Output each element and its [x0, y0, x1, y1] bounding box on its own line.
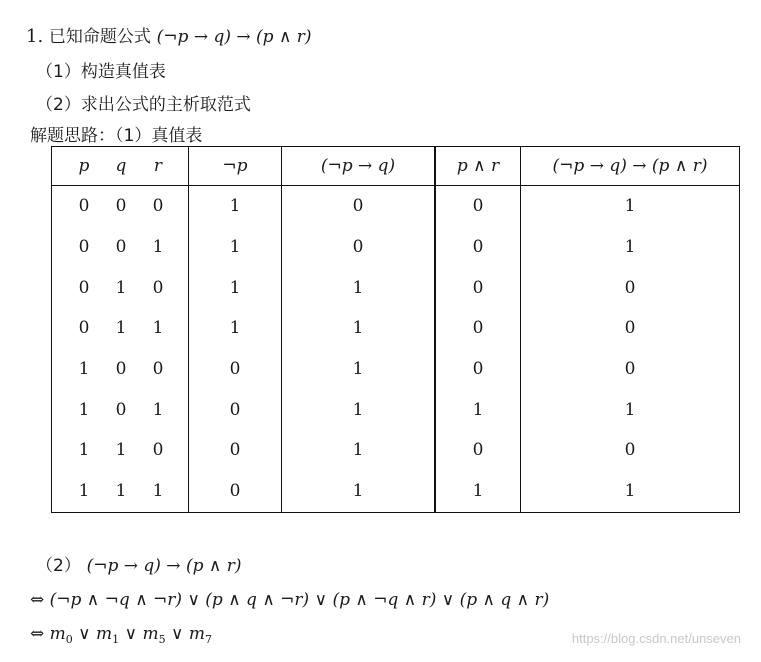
cell-q: 1: [115, 318, 127, 339]
cell-full-formula: 1: [521, 186, 740, 227]
cell-full-formula: 0: [521, 349, 740, 390]
cell-r: 0: [152, 277, 164, 298]
cell-q: 0: [115, 237, 127, 258]
cell-p: 1: [78, 481, 90, 502]
cell-p: 1: [78, 440, 90, 461]
cell-conjunction: 1: [435, 389, 521, 430]
cell-implication: 0: [282, 227, 436, 268]
cell-implication: 1: [282, 389, 436, 430]
cell-conjunction: 1: [435, 471, 521, 512]
minterm-var: m: [96, 624, 113, 644]
cell-implication: 1: [282, 308, 436, 349]
cell-not-p: 1: [189, 227, 282, 268]
table-header-row: [52, 147, 740, 186]
or-operator: ∨: [165, 624, 189, 644]
cell-not-p: 0: [189, 430, 282, 471]
cell-q: 1: [115, 440, 127, 461]
cell-full-formula: 0: [521, 430, 740, 471]
cell-q: 0: [115, 359, 127, 380]
cell-full-formula: 1: [521, 389, 740, 430]
cell-implication: 1: [282, 267, 436, 308]
cell-conjunction: 0: [435, 308, 521, 349]
cell-r: 0: [152, 440, 164, 461]
solution-formula: (¬p → q) → (p ∧ r): [86, 556, 242, 576]
problem-text: 已知命题公式: [48, 27, 151, 47]
problem-number: 1.: [26, 26, 44, 47]
table-row: [52, 308, 740, 349]
header-q: q: [115, 156, 127, 176]
cell-p: 1: [78, 359, 90, 380]
cell-conjunction: 0: [435, 430, 521, 471]
cell-implication: 1: [282, 471, 436, 512]
cell-not-p: 0: [189, 349, 282, 390]
table-row: [52, 389, 740, 430]
cell-not-p: 1: [189, 267, 282, 308]
minterm-index: 7: [204, 633, 212, 646]
cell-pqr: [52, 389, 189, 430]
table-row: [52, 349, 740, 390]
cell-pqr: [52, 227, 189, 268]
cell-r: 1: [152, 399, 164, 420]
cell-r: 0: [152, 359, 164, 380]
cell-q: 1: [115, 481, 127, 502]
table-row: [52, 267, 740, 308]
equiv-symbol: ⇔: [30, 624, 50, 644]
cell-q: 0: [115, 196, 127, 217]
or-operator: ∨: [119, 624, 143, 644]
cell-conjunction: 0: [435, 267, 521, 308]
minterm-var: m: [188, 624, 205, 644]
sub-question-1: （1）构造真值表: [36, 62, 166, 82]
cell-full-formula: 0: [521, 267, 740, 308]
equivalence-step-2: [30, 624, 212, 646]
header-implication: (¬p → q): [282, 147, 436, 186]
cell-implication: 1: [282, 349, 436, 390]
cell-pqr: [52, 471, 189, 512]
cell-implication: 0: [282, 186, 436, 227]
minterm-index: 0: [65, 633, 73, 646]
truth-table-container: [51, 146, 740, 513]
cell-implication: 1: [282, 430, 436, 471]
watermark: https://blog.csdn.net/unseven: [571, 631, 741, 646]
cell-r: 1: [152, 481, 164, 502]
solution-line: [36, 551, 241, 576]
minterm-index: 5: [158, 633, 166, 646]
cell-r: 1: [152, 318, 164, 339]
truth-table: [51, 146, 740, 513]
sub-question-2: （2）求出公式的主析取范式: [36, 95, 251, 115]
minterm-index: 1: [112, 633, 120, 646]
cell-pqr: [52, 430, 189, 471]
header-not-p: ¬p: [189, 147, 282, 186]
cell-conjunction: 0: [435, 349, 521, 390]
cell-not-p: 0: [189, 471, 282, 512]
cell-pqr: [52, 349, 189, 390]
problem-statement: [26, 22, 312, 47]
cell-r: 0: [152, 196, 164, 217]
cell-q: 0: [115, 399, 127, 420]
cell-not-p: 0: [189, 389, 282, 430]
cell-pqr: [52, 186, 189, 227]
minterm-var: m: [49, 624, 66, 644]
table-row: [52, 227, 740, 268]
header-conjunction: p ∧ r: [435, 147, 521, 186]
cell-conjunction: 0: [435, 186, 521, 227]
header-p: p: [78, 156, 90, 176]
header-full-formula: (¬p → q) → (p ∧ r): [521, 147, 740, 186]
cell-conjunction: 0: [435, 227, 521, 268]
table-row: [52, 430, 740, 471]
cell-p: 0: [78, 277, 90, 298]
cell-pqr: [52, 267, 189, 308]
table-row: [52, 186, 740, 227]
header-pqr: [52, 147, 189, 186]
cell-p: 0: [78, 237, 90, 258]
cell-r: 1: [152, 237, 164, 258]
table-row: [52, 471, 740, 512]
approach-heading: 解题思路：（1）真值表: [30, 126, 203, 146]
minterm-var: m: [142, 624, 159, 644]
cell-full-formula: 1: [521, 227, 740, 268]
cell-full-formula: 0: [521, 308, 740, 349]
cell-p: 0: [78, 196, 90, 217]
or-operator: ∨: [72, 624, 97, 644]
solution-label: （2）: [36, 556, 81, 576]
equivalence-step-1: ⇔ (¬p ∧ ¬q ∧ ¬r) ∨ (p ∧ q ∧ ¬r) ∨ (p ∧ ¬q ∧ r) ∨ (p ∧ q ∧ r): [30, 590, 550, 610]
cell-pqr: [52, 308, 189, 349]
cell-not-p: 1: [189, 308, 282, 349]
cell-full-formula: 1: [521, 471, 740, 512]
cell-p: 0: [78, 318, 90, 339]
cell-p: 1: [78, 399, 90, 420]
cell-not-p: 1: [189, 186, 282, 227]
cell-q: 1: [115, 277, 127, 298]
header-r: r: [153, 156, 163, 176]
problem-formula: (¬p → q) → (p ∧ r): [156, 27, 312, 47]
